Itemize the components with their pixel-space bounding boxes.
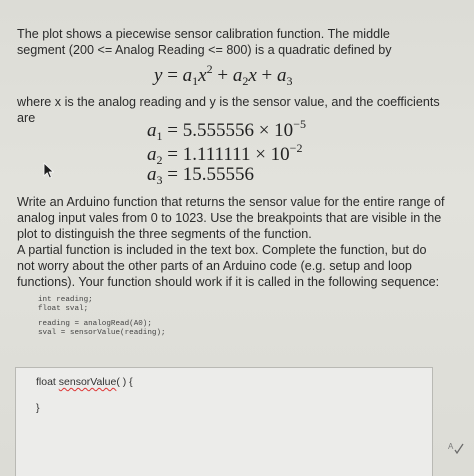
eq-a2: a — [232, 65, 243, 86]
answer-function-name: sensorValue — [58, 376, 117, 388]
code-line-2: float sval; — [38, 305, 89, 313]
spellcheck-icon[interactable] — [447, 441, 465, 455]
coef-sub: 3 — [156, 173, 163, 187]
eq-x2: x — [248, 65, 257, 86]
mouse-pointer-icon — [43, 162, 55, 179]
eq-a1-sub: 1 — [192, 74, 199, 88]
answer-textbox[interactable] — [15, 367, 433, 476]
eq-a1: a — [182, 65, 193, 86]
coef-equals: = — [167, 144, 178, 165]
code-line-5: sval = sensorValue(reading); — [38, 329, 166, 337]
eq-a3: a — [276, 65, 287, 86]
coef-name: a — [147, 164, 157, 185]
eq-equals: = — [167, 65, 178, 86]
code-line-4: reading = analogRead(A0); — [38, 320, 152, 328]
answer-line-2[interactable]: } — [36, 402, 40, 414]
coef-equals: = — [167, 164, 178, 185]
answer-line-1[interactable] — [36, 376, 133, 388]
eq-y: y — [154, 65, 163, 86]
eq-plus-1: + — [217, 65, 229, 86]
coef-value: 5.555556 × 10 — [182, 120, 294, 141]
task-text: Write an Arduino function that returns the sensor value for the entire range of analog input vales from 0 to 1023. Use the breakpoints that are visible in the plot to distinguish the three segments of the function. — [17, 195, 445, 241]
where-text: where x is the analog reading and y is the sensor value, and the coefficients are — [17, 95, 440, 125]
svg-text:A: A — [448, 442, 454, 451]
coefficient-a1 — [147, 117, 306, 144]
answer-type: float — [36, 376, 59, 388]
partial-function-text: A partial function is included in the text box. Complete the function, but do not worry about the other parts of an Arduino code (e.g. setup and loop functions). Your function should work if it is called in the following sequence: — [17, 243, 440, 289]
code-line-1: int reading; — [38, 296, 93, 304]
coef-value: 1.111111 × 10 — [182, 144, 290, 165]
answer-signature-end: ( ) { — [116, 376, 133, 388]
coefficient-a3 — [147, 164, 254, 188]
coef-sub: 2 — [156, 153, 163, 167]
eq-x: x — [198, 65, 207, 86]
coef-value: 15.55556 — [182, 164, 254, 185]
quadratic-equation — [154, 62, 292, 89]
coef-name: a — [147, 120, 157, 141]
eq-plus-2: + — [261, 65, 273, 86]
coef-exp: −5 — [293, 117, 306, 131]
coef-name: a — [147, 144, 157, 165]
eq-x-sup: 2 — [206, 62, 213, 76]
eq-a2-sub: 2 — [242, 74, 249, 88]
coef-exp: −2 — [289, 141, 303, 155]
coef-equals: = — [167, 120, 178, 141]
eq-a3-sub: 3 — [286, 74, 293, 88]
coef-sub: 1 — [156, 129, 163, 143]
intro-text: The plot shows a piecewise sensor calibration function. The middle segment (200 <= Analog Reading <= 800) is a quadratic defined by — [17, 27, 392, 57]
